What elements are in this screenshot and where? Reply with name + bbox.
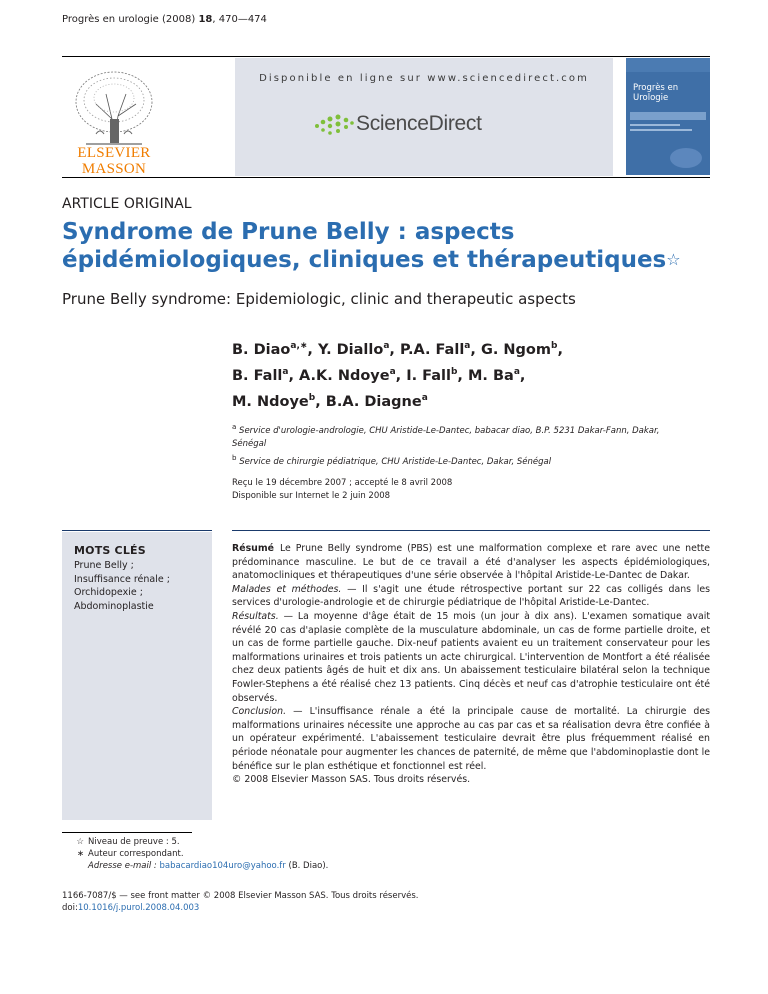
author-name: M. Ndoye xyxy=(232,393,309,410)
author-separator: , xyxy=(557,341,563,358)
issn-line: 1166-7087/$ — see front matter © 2008 Elsevier Masson SAS. Tous droits réservés. xyxy=(62,891,419,901)
svg-text:MASSON: MASSON xyxy=(81,161,147,176)
abstract-methods: Malades et méthodes. — Il s'agit une étude rétrospective portant sur 22 cas colligés dans les services d'urologie-andrologie et de chirurgie pédiatrique de l'hôpital Aristide-Le-Dantec. xyxy=(232,583,710,609)
journal-volume: 18 xyxy=(198,14,213,25)
author-affiliation-marker[interactable]: a,∗ xyxy=(290,341,308,351)
journal-ref-prefix: Progrès en urologie (2008) xyxy=(62,14,199,25)
author-name: A.K. Ndoye xyxy=(299,367,390,384)
affiliation-b: $^b$ Service de chirurgie pédiatrique, CHU Aristide-Le-Dantec, Dakar, Sénégal xyxy=(232,452,552,467)
author-separator: , xyxy=(315,393,326,410)
abstract xyxy=(232,542,710,787)
journal-reference xyxy=(62,14,267,25)
article-type: ARTICLE ORIGINAL xyxy=(62,196,192,212)
author-name: B.A. Diagne xyxy=(325,393,422,410)
abstract-results: Résultats. — La moyenne d'âge était de 15 mois (un jour à dix ans). L'examen somatique avait révélé 20 cas d'aplasie complète de la musculature abdominale, un cas de forme partielle droite, et un cas de forme partielle gauche. Dix-neuf patients avaient eu un traitement conservateur pour les malformations urinaires et trois patients un acte chirurgical. L'intervention de Montfort a été réalisée chez deux patients âgés de huit et dix ans. Un abaissement testiculaire bilatéral selon la technique Fowler-Stephens a été réalisé chez 13 patients. Cinq décès et neuf cas d'atrophie testiculaire ont été observés. xyxy=(232,610,710,704)
author-separator: , xyxy=(519,367,526,384)
online-date: Disponible sur Internet le 2 juin 2008 xyxy=(232,491,391,501)
author-name: B. Diao xyxy=(232,341,291,358)
sciencedirect-dots-icon xyxy=(313,112,355,138)
header-rule-bottom xyxy=(62,177,710,178)
keyword-item: Orchidopexie ; xyxy=(74,587,143,598)
author-affiliation-marker[interactable]: a xyxy=(421,392,428,403)
front-matter xyxy=(62,890,418,914)
article-dates xyxy=(232,477,452,503)
author-affiliation-marker[interactable]: a xyxy=(513,366,520,377)
footnotes xyxy=(62,836,702,872)
email-link[interactable]: babacardiao104uro@yahoo.fr xyxy=(159,861,286,871)
author-affiliation-marker[interactable]: a xyxy=(464,341,471,351)
publisher-wordmark xyxy=(66,144,162,180)
article-title xyxy=(62,218,722,274)
author-name: M. Ba xyxy=(467,367,514,384)
footnote-corresponding: ∗ Auteur correspondant. xyxy=(76,849,184,859)
author-separator: , xyxy=(307,341,318,358)
keywords-rule xyxy=(62,530,212,531)
svg-text:ELSEVIER: ELSEVIER xyxy=(77,145,151,161)
available-online-text: Disponible en ligne sur www.sciencedirect.com xyxy=(259,73,589,84)
author-affiliation-marker[interactable]: a xyxy=(389,366,396,377)
keyword-item: Prune Belly ; xyxy=(74,560,134,571)
author-separator: , xyxy=(470,341,481,358)
keyword-item: Insuffisance rénale ; xyxy=(74,573,170,585)
author-separator: , xyxy=(288,367,300,384)
footnote-rule xyxy=(62,832,192,833)
journal-cover xyxy=(626,58,710,175)
abstract-label: Résumé xyxy=(232,543,274,554)
footnote-star: ☆ Niveau de preuve : 5. xyxy=(76,837,180,847)
author-affiliation-marker[interactable]: b xyxy=(308,392,316,403)
title-footnote-marker[interactable]: ☆ xyxy=(666,250,681,269)
received-date: Reçu le 19 décembre 2007 ; accepté le 8 avril 2008 xyxy=(232,478,453,488)
keywords-title: MOTS CLÉS xyxy=(74,544,146,557)
keyword-item: Abdominoplastie xyxy=(74,600,154,612)
journal-cover-art xyxy=(626,58,710,175)
english-title: Prune Belly syndrome: Epidemiologic, clinic and therapeutic aspects xyxy=(62,290,576,308)
author-affiliation-marker[interactable]: a xyxy=(383,341,390,351)
cover-title: Progrès en Urologie xyxy=(633,83,679,103)
header-rule-top xyxy=(62,56,710,57)
elsevier-masson-wordmark xyxy=(66,144,162,176)
abstract-copyright: © 2008 Elsevier Masson SAS. Tous droits réservés. xyxy=(232,774,471,786)
author-list xyxy=(232,335,672,412)
author-affiliation-marker[interactable]: b xyxy=(550,341,558,351)
sciencedirect-logo: ScienceDirect xyxy=(356,112,482,135)
footnote-email: Adresse e-mail : babacardiao104uro@yahoo.fr (B. Diao). xyxy=(88,861,329,871)
author-name: G. Ngom xyxy=(480,341,551,358)
author-separator: , xyxy=(457,367,468,384)
article-title-text: Syndrome de Prune Belly : aspects épidémiologiques, cliniques et thérapeutiques xyxy=(62,219,667,273)
affiliations xyxy=(232,420,692,469)
author-name: Y. Diallo xyxy=(317,341,384,358)
affiliation-a: $^a$ Service d'urologie-andrologie, CHU Aristide-Le-Dantec, babacar diao, B.P. 5231 Dakar-Fann, Dakar, Sénégal xyxy=(232,422,660,449)
author-name: B. Fall xyxy=(232,367,283,384)
abstract-rule xyxy=(232,530,710,531)
author-separator: , xyxy=(395,367,407,384)
journal-pages: , 470—474 xyxy=(212,14,267,25)
abstract-conclusion: Conclusion. — L'insuffisance rénale a été la principale cause de mortalité. La chirurgie des malformations urinaires nécessite une approche au cas par cas et sa réalisation devra être confiée à un opérateur expérimenté. L'abaissement testiculaire devrait être plus fréquemment réalisé en période néonatale pour augmenter les chances de paternité, de même que l'abdominoplastie dont le bénéfice sur le plan esthétique et fonctionnel est réel. xyxy=(232,706,710,772)
keywords-list xyxy=(74,559,170,613)
author-separator: , xyxy=(389,341,400,358)
author-affiliation-marker[interactable]: a xyxy=(282,366,289,377)
abstract-intro: Résumé Le Prune Belly syndrome (PBS) est une malformation complexe et rare avec une nette prédominance masculine. Le but de ce travail a été d'analyser les aspects épidémiologiques, anatomocliniques et thérapeutiques d'une série observée à l'hôpital Aristide-Le-Dantec de Dakar. xyxy=(232,543,710,582)
author-name: I. Fall xyxy=(406,367,451,384)
doi-line: doi:10.1016/j.purol.2008.04.003 xyxy=(62,903,200,913)
author-name: P.A. Fall xyxy=(399,341,465,358)
doi-link[interactable]: 10.1016/j.purol.2008.04.003 xyxy=(77,903,200,913)
author-affiliation-marker[interactable]: b xyxy=(450,366,458,377)
